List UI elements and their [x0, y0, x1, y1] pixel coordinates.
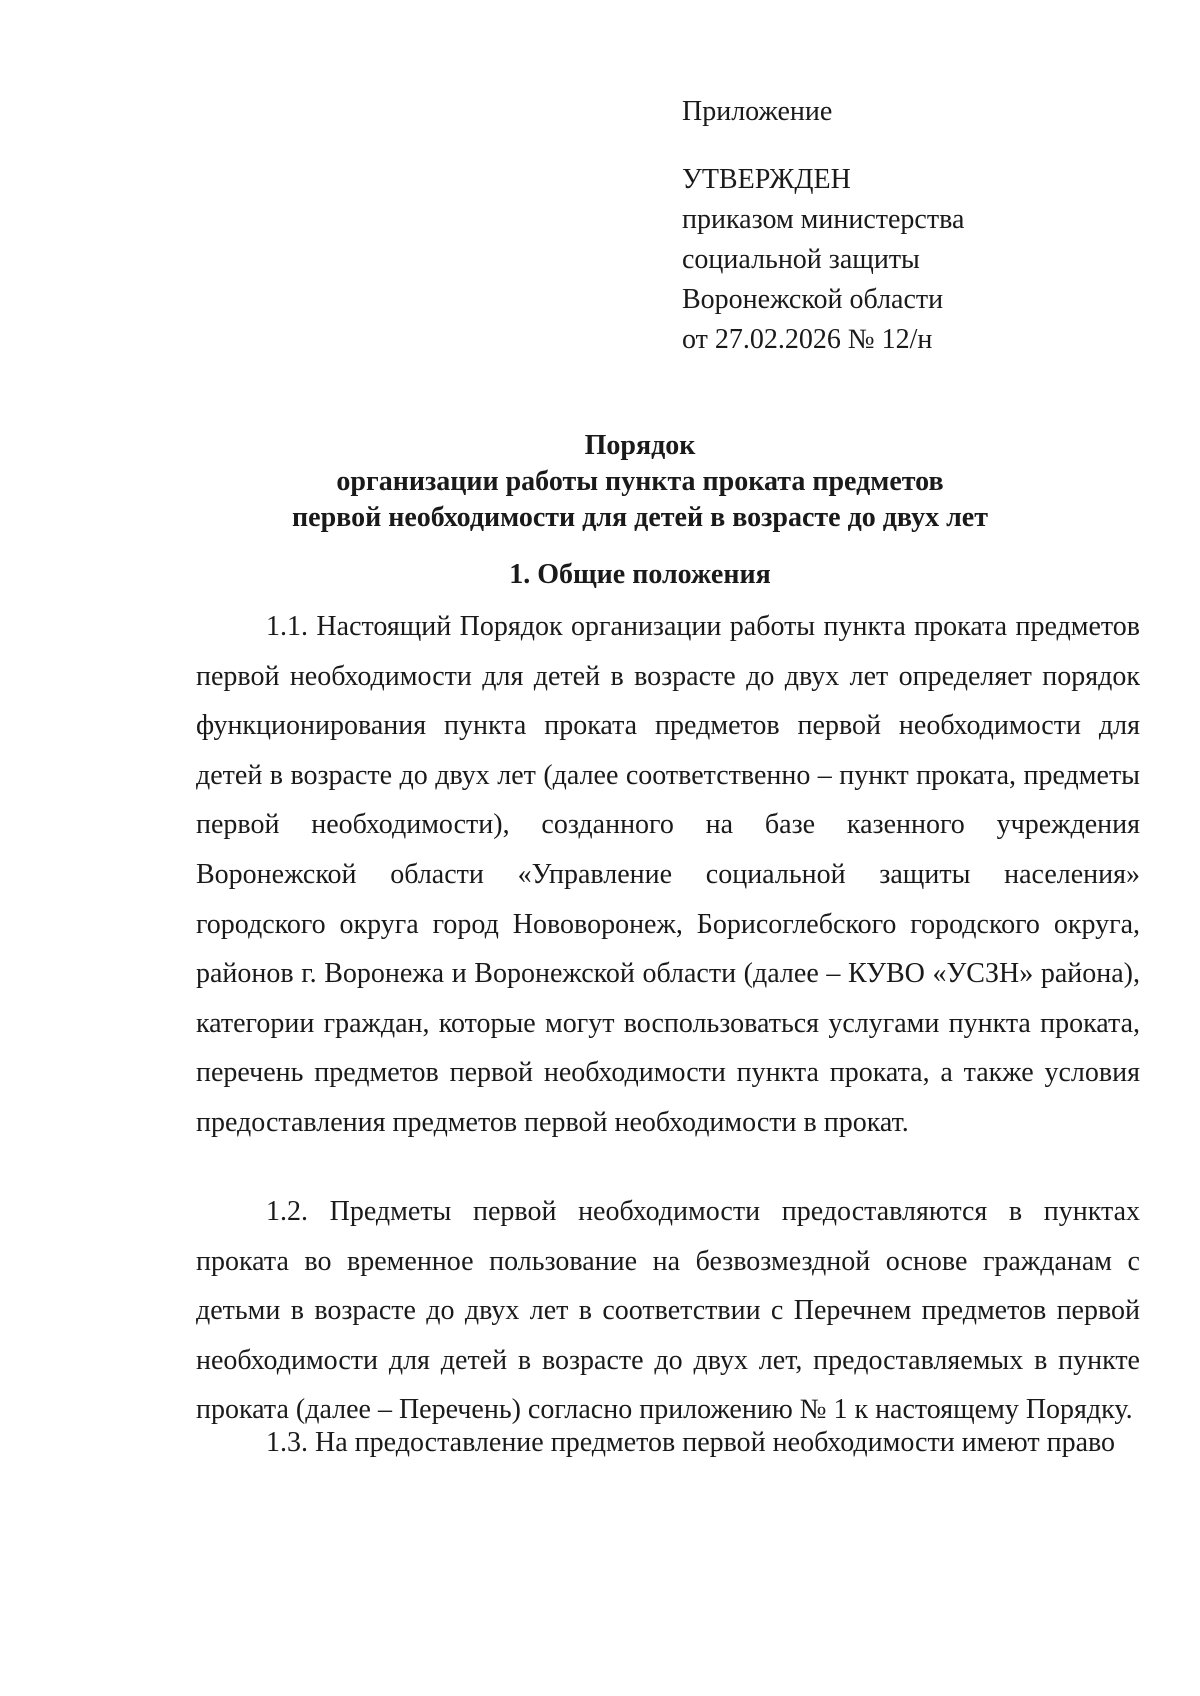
paragraph-1-1: 1.1. Настоящий Порядок организации работы пункта проката предметов первой необходимости для детей в возрасте до двух лет определяет порядок функционирования пункта проката предметов первой необходимости для детей в возрасте до двух лет (далее соответственно – пункт проката, предметы первой необходимости), созданного на базе казенного учреждения Воронежской области «Управление социальной защиты населения» городского округа город Нововоронеж, Борисоглебского городского округа, районов г. Воронежа и Воронежской области (далее – КУВО «УСЗН» района), категории граждан, которые могут воспользоваться услугами пункта проката, перечень предметов первой необходимости пункта проката, а также условия предоставления предметов первой необходимости в прокат. [196, 611, 1140, 1138]
section-heading: 1. Общие положения [509, 559, 771, 590]
approved-by-line-3: Воронежской области [682, 284, 944, 315]
annex-label: Приложение [682, 96, 833, 127]
paragraph-1-2: 1.2. Предметы первой необходимости предоставляются в пунктах проката во временное пользование на безвозмездной основе гражданам с детьми в возрасте до двух лет в соответствии с Перечнем предметов первой необходимости для детей в возрасте до двух лет, предоставляемых в пункте проката (далее – Перечень) согласно приложению № 1 к настоящему Порядку. [196, 1196, 1140, 1426]
title-line-1: Порядок [584, 430, 696, 461]
approved-by-line-1: приказом министерства [682, 204, 965, 235]
title-line-2: организации работы пункта проката предметов [336, 466, 944, 497]
approved-label: УТВЕРЖДЕН [682, 164, 851, 195]
approval-stamp-block [682, 92, 964, 360]
document-title [190, 428, 1090, 536]
order-date-number: от 27.02.2026 № 12/н [682, 324, 933, 355]
title-line-3: первой необходимости для детей в возрасте до двух лет [292, 502, 988, 533]
approved-by-line-2: социальной защиты [682, 244, 920, 275]
paragraph-1-3: 1.3. На предоставление предметов первой необходимости имеют право [266, 1427, 1116, 1458]
